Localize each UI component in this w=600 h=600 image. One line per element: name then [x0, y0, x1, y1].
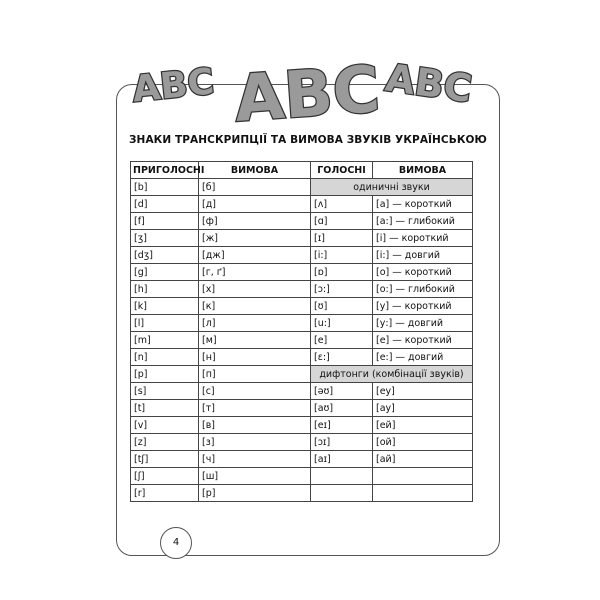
abc-logo-right — [382, 52, 475, 112]
table-row — [131, 179, 473, 196]
diphthong-pronunciation: [ай] — [373, 451, 473, 468]
consonant-pronunciation: [г, ґ] — [199, 264, 311, 281]
vowel-symbol: [ɔ:] — [311, 281, 373, 298]
vowel-symbol: [u:] — [311, 315, 373, 332]
header-consonants: ПРИГОЛОСНІ — [131, 162, 199, 179]
diphthong-symbol: [aʊ] — [311, 400, 373, 417]
consonant-symbol: [z] — [131, 434, 199, 451]
table-row — [131, 213, 473, 230]
vowel-symbol: [ɛ:] — [311, 349, 373, 366]
vowel-pronunciation: [а:] — глибокий — [373, 213, 473, 230]
consonant-pronunciation: [с] — [199, 383, 311, 400]
table-row — [131, 264, 473, 281]
abc-logo-center — [228, 42, 383, 138]
vowel-pronunciation: [е:] — довгий — [373, 349, 473, 366]
table-row — [131, 434, 473, 451]
diphthong-symbol: [aɪ] — [311, 451, 373, 468]
consonant-symbol: [h] — [131, 281, 199, 298]
consonant-symbol: [s] — [131, 383, 199, 400]
vowel-pronunciation: [е] — короткий — [373, 332, 473, 349]
vowel-pronunciation: [у:] — довгий — [373, 315, 473, 332]
table-row — [131, 298, 473, 315]
table-row — [131, 400, 473, 417]
vowel-pronunciation: [і] — короткий — [373, 230, 473, 247]
header-pronunciation-vowels: ВИМОВА — [373, 162, 473, 179]
diphthong-symbol: [əʊ] — [311, 383, 373, 400]
table-row — [131, 485, 473, 502]
consonant-pronunciation: [н] — [199, 349, 311, 366]
vowel-section-diphthongs: дифтонги (комбінації звуків) — [311, 366, 473, 383]
consonant-symbol: [r] — [131, 485, 199, 502]
consonant-pronunciation: [д] — [199, 196, 311, 213]
consonant-symbol: [n] — [131, 349, 199, 366]
consonant-symbol: [f] — [131, 213, 199, 230]
consonant-pronunciation: [в] — [199, 417, 311, 434]
consonant-pronunciation: [м] — [199, 332, 311, 349]
consonant-symbol: [ʒ] — [131, 230, 199, 247]
table-row — [131, 196, 473, 213]
table-row — [131, 468, 473, 485]
diphthong-pronunciation — [373, 485, 473, 502]
table-header-row — [131, 162, 473, 179]
vowel-pronunciation: [у] — короткий — [373, 298, 473, 315]
header-vowels: ГОЛОСНІ — [311, 162, 373, 179]
table-row — [131, 332, 473, 349]
consonant-symbol: [t] — [131, 400, 199, 417]
consonant-pronunciation: [х] — [199, 281, 311, 298]
vowel-section-single: одиничні звуки — [311, 179, 473, 196]
consonant-symbol: [ʃ] — [131, 468, 199, 485]
consonant-pronunciation: [ш] — [199, 468, 311, 485]
page-title: ЗНАКИ ТРАНСКРИПЦІЇ ТА ВИМОВА ЗВУКІВ УКРАЇНСЬКОЮ — [129, 134, 487, 146]
diphthong-symbol: [ɔɪ] — [311, 434, 373, 451]
vowel-pronunciation: [о] — короткий — [373, 264, 473, 281]
vowel-symbol: [ɑ] — [311, 213, 373, 230]
consonant-symbol: [p] — [131, 366, 199, 383]
consonant-pronunciation: [б] — [199, 179, 311, 196]
abc-logo-right-text: ABC — [382, 55, 475, 112]
table-row — [131, 281, 473, 298]
table-row — [131, 417, 473, 434]
abc-logo-left — [128, 58, 216, 111]
table-row — [131, 230, 473, 247]
diphthong-pronunciation: [еу] — [373, 383, 473, 400]
vowel-pronunciation: [і:] — довгий — [373, 247, 473, 264]
vowel-symbol: [ʊ] — [311, 298, 373, 315]
consonant-symbol: [k] — [131, 298, 199, 315]
vowel-symbol: [e] — [311, 332, 373, 349]
consonant-pronunciation: [ч] — [199, 451, 311, 468]
consonant-symbol: [m] — [131, 332, 199, 349]
consonant-symbol: [v] — [131, 417, 199, 434]
vowel-pronunciation: [о:] — глибокий — [373, 281, 473, 298]
diphthong-symbol — [311, 468, 373, 485]
vowel-symbol: [i:] — [311, 247, 373, 264]
consonant-pronunciation: [ж] — [199, 230, 311, 247]
table-row — [131, 349, 473, 366]
consonant-pronunciation: [п] — [199, 366, 311, 383]
diphthong-symbol — [311, 485, 373, 502]
consonant-symbol: [l] — [131, 315, 199, 332]
consonant-symbol: [dʒ] — [131, 247, 199, 264]
consonant-symbol: [tʃ] — [131, 451, 199, 468]
table-row — [131, 247, 473, 264]
vowel-pronunciation: [а] — короткий — [373, 196, 473, 213]
consonant-pronunciation: [ф] — [199, 213, 311, 230]
consonant-symbol: [b] — [131, 179, 199, 196]
consonant-pronunciation: [з] — [199, 434, 311, 451]
consonant-pronunciation: [т] — [199, 400, 311, 417]
diphthong-pronunciation — [373, 468, 473, 485]
consonant-symbol: [g] — [131, 264, 199, 281]
transcription-table — [130, 161, 473, 502]
table-row — [131, 366, 473, 383]
diphthong-pronunciation: [ау] — [373, 400, 473, 417]
consonant-pronunciation: [дж] — [199, 247, 311, 264]
diphthong-pronunciation: [ой] — [373, 434, 473, 451]
consonant-pronunciation: [л] — [199, 315, 311, 332]
header-pronunciation-consonants: ВИМОВА — [199, 162, 311, 179]
consonant-pronunciation: [к] — [199, 298, 311, 315]
table-row — [131, 451, 473, 468]
diphthong-symbol: [eɪ] — [311, 417, 373, 434]
consonant-pronunciation: [р] — [199, 485, 311, 502]
abc-logo-center-text: ABC — [232, 53, 383, 138]
table-row — [131, 383, 473, 400]
abc-logo-left-text: ABC — [130, 61, 216, 111]
diphthong-pronunciation: [ей] — [373, 417, 473, 434]
page-number: 4 — [160, 527, 192, 559]
vowel-symbol: [ʌ] — [311, 196, 373, 213]
consonant-symbol: [d] — [131, 196, 199, 213]
vowel-symbol: [ɒ] — [311, 264, 373, 281]
vowel-symbol: [ɪ] — [311, 230, 373, 247]
table-row — [131, 315, 473, 332]
